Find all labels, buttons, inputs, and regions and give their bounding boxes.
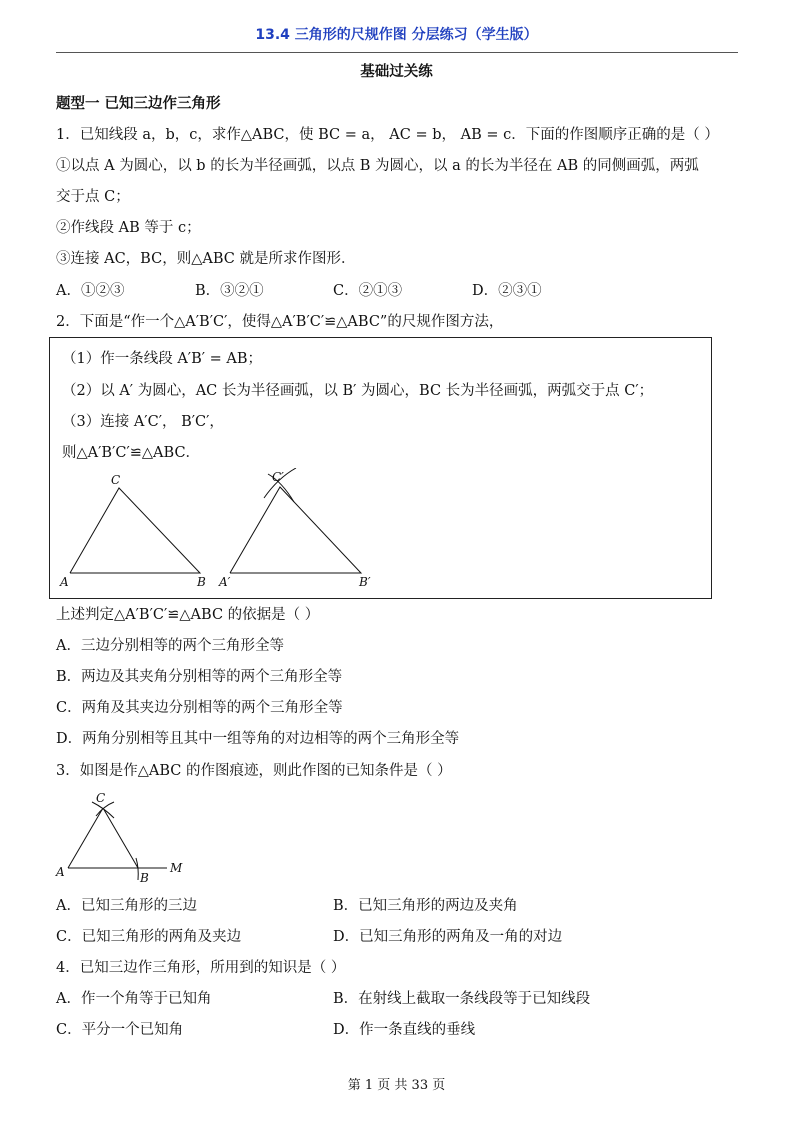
- side-ac: [68, 808, 103, 868]
- q1-option-d[interactable]: D．②③①: [472, 283, 542, 299]
- q1-step2: ②作线段 AB 等于 c；: [56, 220, 201, 236]
- q1-step1-a: ①以点 A 为圆心，以 b 的长为半径画弧，以点 B 为圆心，以 a 的长为半径在 AB 的同侧画弧，两弧: [56, 158, 699, 174]
- q2-box-step1: （1）作一条线段 A′B′ = AB；: [62, 351, 263, 367]
- q2-figure: [50, 468, 450, 598]
- q3-figure: [52, 788, 212, 888]
- q2-option-d[interactable]: D．两角分别相等且其中一组等角的对边相等的两个三角形全等: [56, 731, 460, 747]
- page-number: 第 1 页 共 33 页: [347, 1078, 446, 1093]
- q1-option-b[interactable]: B．③②①: [195, 283, 264, 299]
- q4-option-b[interactable]: B．在射线上截取一条线段等于已知线段: [333, 991, 591, 1007]
- q4-stem: 4．已知三边作三角形，所用到的知识是（ ）: [56, 960, 346, 976]
- q3-stem: 3．如图是作△ABC 的作图痕迹，则此作图的已知条件是（ ）: [56, 763, 452, 779]
- q2-stem: 2．下面是“作一个△A′B′C′，使得△A′B′C′≌△ABC”的尺规作图方法，: [56, 314, 504, 330]
- triangle-a2b2c2: [230, 487, 361, 573]
- q2-box-conclusion: 则△A′B′C′≌△ABC．: [62, 445, 201, 461]
- header-rule: [56, 52, 738, 53]
- label-c: C: [111, 473, 121, 487]
- label-c-prime: C′: [272, 470, 284, 484]
- side-bc: [103, 808, 138, 868]
- label-a: A: [60, 575, 69, 589]
- label-a-prime: A′: [219, 575, 231, 589]
- triangle-abc: [70, 488, 200, 573]
- header-title: 13.4 三角形的尺规作图 分层练习（学生版）: [255, 27, 538, 43]
- arc-at-b: [136, 858, 138, 880]
- q2-option-b[interactable]: B．两边及其夹角分别相等的两个三角形全等: [56, 669, 343, 685]
- q2-option-c[interactable]: C．两角及其夹边分别相等的两个三角形全等: [56, 700, 343, 716]
- q2-box-step3: （3）连接 A′C′， B′C′，: [62, 414, 224, 430]
- q1-option-c[interactable]: C．②①③: [333, 283, 403, 299]
- q3-label-b: B: [140, 871, 149, 885]
- q3-label-m: M: [170, 861, 183, 875]
- q1-step1-b: 交于点 C；: [56, 189, 130, 205]
- q2-ask: 上述判定△A′B′C′≌△ABC 的依据是（ ）: [56, 607, 320, 623]
- q3-option-a[interactable]: A．已知三角形的三边: [56, 898, 197, 914]
- q4-option-c[interactable]: C．平分一个已知角: [56, 1022, 184, 1038]
- q3-option-d[interactable]: D．已知三角形的两角及一角的对边: [333, 929, 563, 945]
- q3-label-c: C: [96, 791, 106, 805]
- type1-title: 题型一 已知三边作三角形: [56, 96, 221, 112]
- q3-option-c[interactable]: C．已知三角形的两角及夹边: [56, 929, 242, 945]
- section-title: 基础过关练: [360, 64, 433, 80]
- q1-step3: ③连接 AC，BC，则△ABC 就是所求作图形．: [56, 251, 356, 267]
- label-b: B: [197, 575, 206, 589]
- q1-option-a[interactable]: A．①②③: [56, 283, 125, 299]
- q2-option-a[interactable]: A．三边分别相等的两个三角形全等: [56, 638, 284, 654]
- q1-stem: 1．已知线段 a，b，c，求作△ABC，使 BC = a， AC = b， AB = c．下面的作图顺序正确的是（ ）: [56, 127, 719, 143]
- q4-option-a[interactable]: A．作一个角等于已知角: [56, 991, 212, 1007]
- q2-method-box: [49, 337, 712, 599]
- label-b-prime: B′: [359, 575, 371, 589]
- q2-box-step2: （2）以 A′ 为圆心，AC 长为半径画弧，以 B′ 为圆心，BC 长为半径画弧，两弧交于点 C′；: [62, 383, 654, 399]
- q3-label-a: A: [56, 865, 65, 879]
- q3-option-b[interactable]: B．已知三角形的两边及夹角: [333, 898, 518, 914]
- q4-option-d[interactable]: D．作一条直线的垂线: [333, 1022, 476, 1038]
